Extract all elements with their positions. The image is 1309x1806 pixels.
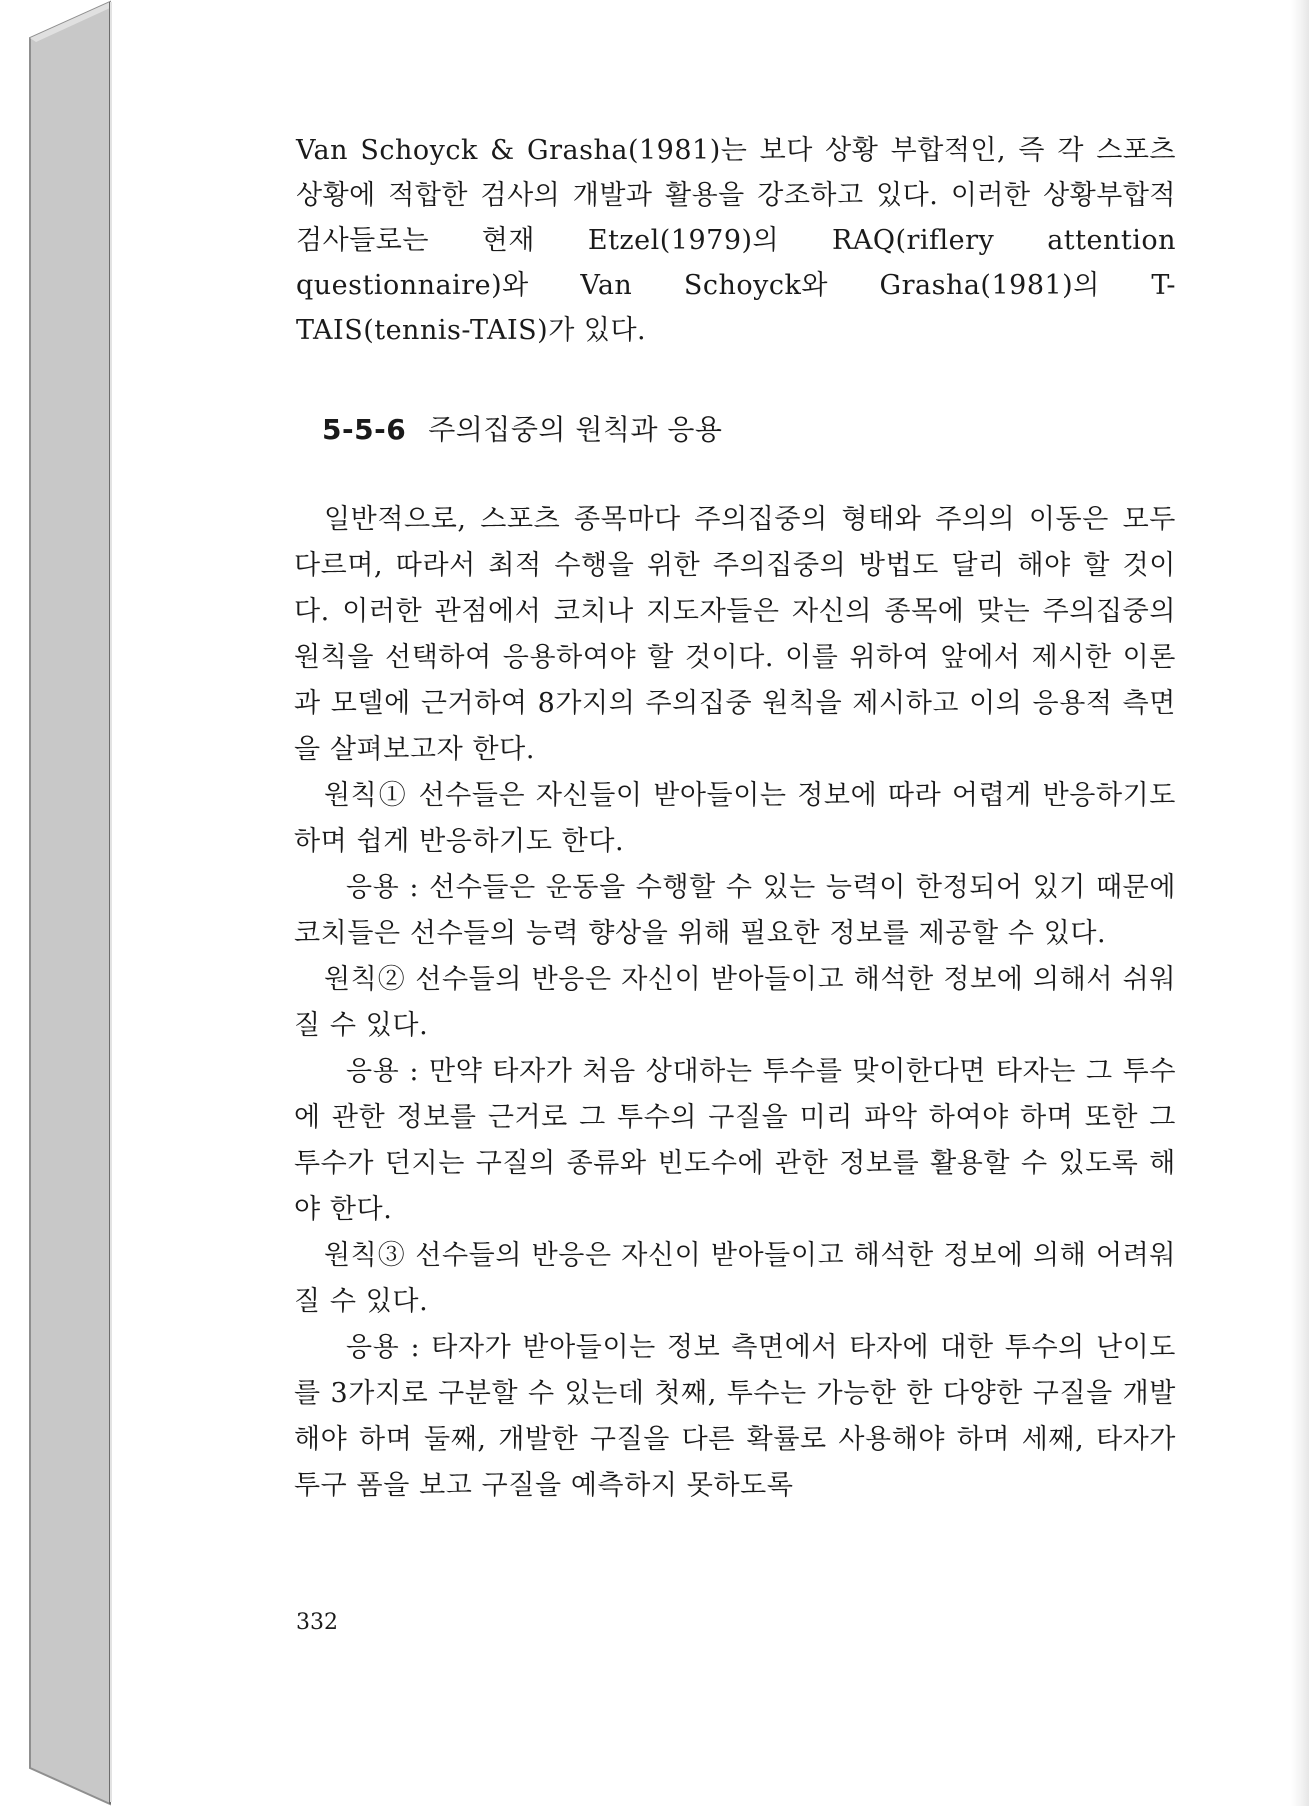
intro-text-block <box>296 128 1176 353</box>
application-paragraph: 응용 : 선수들은 운동을 수행할 수 있는 능력이 한정되어 있기 때문에 코치들은 선수들의 능력 향상을 위해 필요한 정보를 제공할 수 있다. <box>294 872 1176 949</box>
principle-paragraph: 원칙③ 선수들의 반응은 자신이 받아들이고 해석한 정보에 의해 어려워질 수 있다. <box>294 1240 1176 1317</box>
paragraph: 일반적으로, 스포츠 종목마다 주의집중의 형태와 주의의 이동은 모두 다르며, 따라서 최적 수행을 위한 주의집중의 방법도 달리 해야 할 것이다. 이러한 관점에서 코치나 지도자들은 자신의 종목에 맞는 주의집중의 원칙을 선택하여 응용하여야 할 것이다. 이를 위하여 앞에서 제시한 이론과 모델에 근거하여 8가지의 주의집중 원칙을 제시하고 이의 응용적 측면을 살펴보고자 한다. <box>294 504 1176 765</box>
intro-paragraph: Van Schoyck & Grasha(1981)는 보다 상황 부합적인, 즉 각 스포츠 상황에 적합한 검사의 개발과 활용을 강조하고 있다. 이러한 상황부합적 검사들로는 현재 Etzel(1979)의 RAQ(riflery attention questionnaire)와 Van Schoyck와 Grasha(1981)의 T-TAIS(tennis-TAIS)가 있다. <box>296 135 1176 346</box>
principle-paragraph: 원칙① 선수들은 자신들이 받아들이는 정보에 따라 어렵게 반응하기도 하며 쉽게 반응하기도 한다. <box>294 780 1176 857</box>
body-text <box>294 497 1176 1509</box>
section-heading <box>322 408 723 448</box>
application-paragraph: 응용 : 만약 타자가 처음 상대하는 투수를 맞이한다면 타자는 그 투수에 관한 정보를 근거로 그 투수의 구질을 미리 파악 하여야 하며 또한 그 투수가 던지는 구질의 종류와 빈도수에 관한 정보를 활용할 수 있도록 해야 한다. <box>294 1056 1176 1225</box>
application-paragraph: 응용 : 타자가 받아들이는 정보 측면에서 타자에 대한 투수의 난이도를 3가지로 구분할 수 있는데 첫째, 투수는 가능한 한 다양한 구질을 개발해야 하며 둘째, 개발한 구질을 다른 확률로 사용해야 하며 세째, 타자가 투구 폼을 보고 구질을 예측하지 못하도록 <box>294 1332 1176 1501</box>
section-title: 주의집중의 원칙과 응용 <box>428 413 723 446</box>
section-number: 5-5-6 <box>322 413 407 446</box>
page-number: 332 <box>296 1610 338 1635</box>
principle-paragraph: 원칙② 선수들의 반응은 자신이 받아들이고 해석한 정보에 의해서 쉬워질 수 있다. <box>294 964 1176 1041</box>
book-spine <box>0 0 112 1806</box>
page-edge <box>1291 0 1309 1806</box>
